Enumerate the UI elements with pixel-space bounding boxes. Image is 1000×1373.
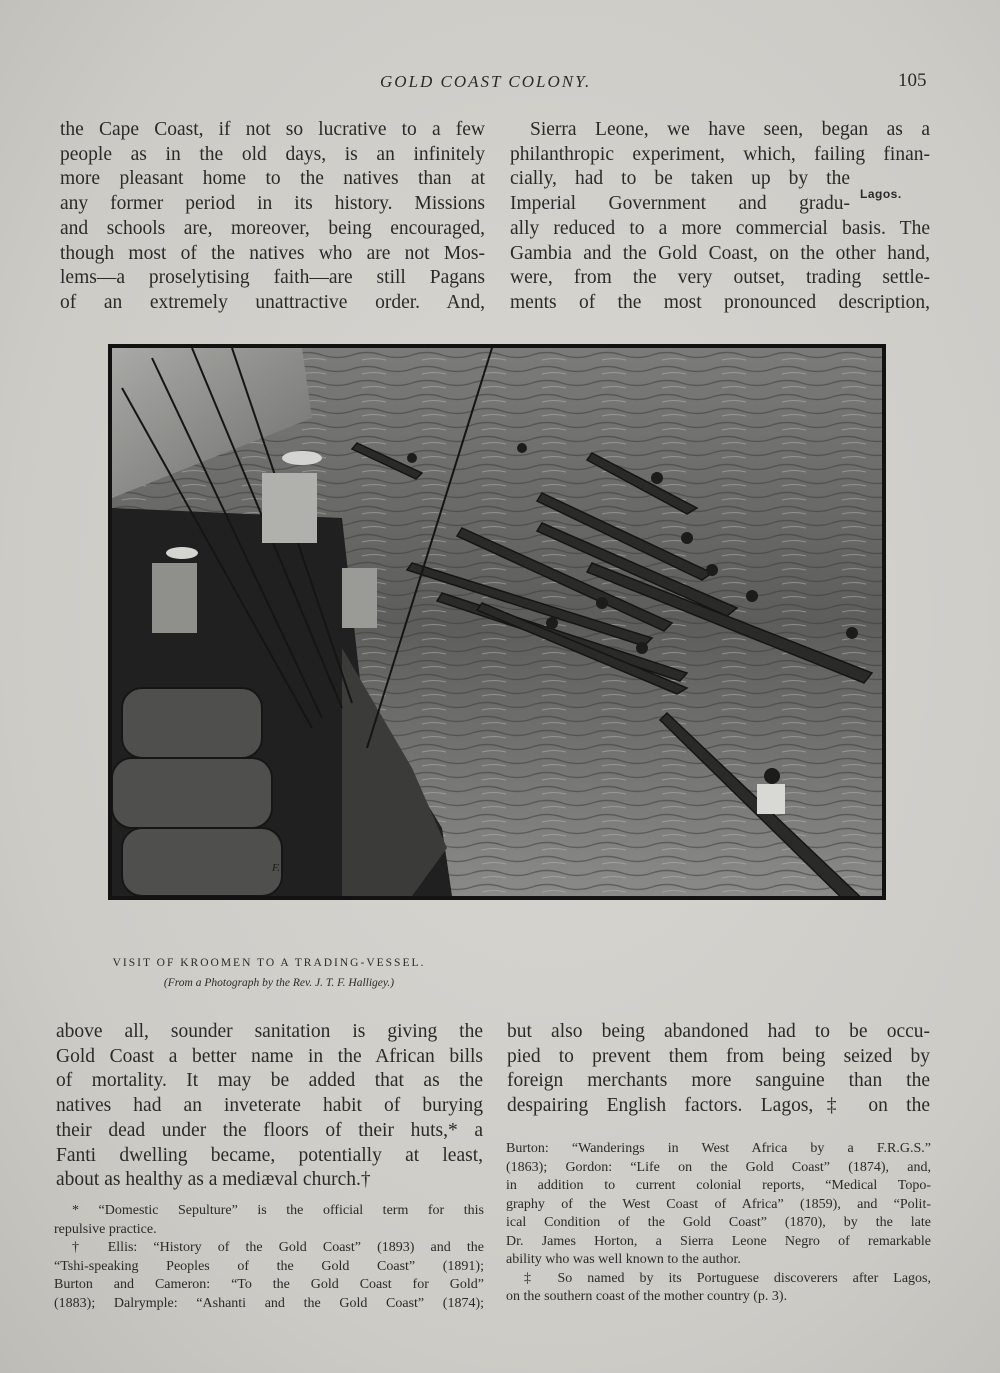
text-line: Gambia and the Gold Coast, on the other hand,: [510, 242, 930, 264]
footnote-line: ical Condition of the Gold Coast” (1870), by the late: [506, 1215, 931, 1230]
bottom-right-column: [507, 1020, 930, 1119]
footnote-line: * “Domestic Sepulture” is the official term for this: [72, 1203, 484, 1218]
illustration-kroomen-canoes: [108, 344, 886, 900]
text-line: any former period in its history. Missions: [60, 193, 485, 215]
text-line: of an extremely unattractive order. And,: [60, 291, 485, 313]
text-line: their dead under the floors of their huts,* a: [56, 1119, 483, 1141]
text-line: above all, sounder sanitation is giving the: [56, 1021, 483, 1042]
footnotes-right: [506, 1140, 931, 1307]
engraver-mark: F.: [272, 862, 281, 874]
footnote-line: Burton: “Wanderings in West Africa by a F.R.G.S.”: [506, 1141, 931, 1156]
text-line: though most of the natives who are not Mos-: [60, 242, 485, 264]
text-line: the Cape Coast, if not so lucrative to a few: [60, 119, 485, 140]
footnote-line: “Tshi-speaking Peoples of the Gold Coast” (1891);: [54, 1258, 484, 1274]
text-line: pied to prevent them from being seized by: [507, 1045, 930, 1067]
top-left-column: [60, 118, 485, 316]
footnote-line: Burton and Cameron: “To the Gold Coast for Gold”: [54, 1277, 484, 1292]
text-line: but also being abandoned had to be occu-: [507, 1021, 930, 1042]
footnotes-left: [54, 1202, 484, 1313]
text-line: philanthropic experiment, which, failing finan-: [510, 143, 930, 165]
text-line: were, from the very outset, trading settle-: [510, 267, 930, 289]
footnote-line: repulsive practice.: [54, 1221, 157, 1237]
text-line: ally reduced to a more commercial basis. The: [510, 217, 930, 239]
figure-caption-credit: (From a Photograph by the Rev. J. T. F. Halligey.): [163, 977, 395, 989]
footnote-line: ability who was well known to the author.: [506, 1252, 741, 1267]
text-line: people as in the old days, is an infinitely: [60, 143, 485, 165]
text-line: ments of the most pronounced description,: [510, 291, 930, 313]
footnote-line: (1863); Gordon: “Life on the Gold Coast” (1874), and,: [506, 1159, 931, 1175]
page-number: 105: [898, 70, 927, 91]
text-line: Gold Coast a better name in the African bills: [56, 1045, 483, 1067]
text-line: cially, had to be taken up by the: [510, 168, 850, 190]
figure-caption-title: VISIT OF KROOMEN TO A TRADING-VESSEL.: [112, 957, 426, 969]
footnote-line: (1883); Dalrymple: “Ashanti and the Gold Coast” (1874);: [54, 1295, 484, 1311]
running-title: GOLD COAST COLONY.: [380, 72, 592, 91]
text-line: Imperial Government and gradu-: [510, 193, 850, 215]
footnote-line: ‡ So named by its Portuguese discoverers after Lagos,: [524, 1270, 931, 1286]
text-line: lems—a proselytising faith—are still Pagans: [60, 267, 485, 289]
margin-sidenote: Lagos.: [860, 187, 902, 201]
footnote-line: Dr. James Horton, a Sierra Leone Negro of remarkable: [506, 1233, 931, 1249]
footnote-line: graphy of the West Coast of Africa” (1859), and “Polit-: [506, 1196, 931, 1212]
text-line: despairing English factors. Lagos,‡ on the: [507, 1095, 930, 1117]
text-line: foreign merchants more sanguine than the: [507, 1070, 930, 1092]
footnote-line: in addition to current colonial reports, “Medical Topo-: [506, 1178, 931, 1193]
engraving-image: [112, 348, 882, 896]
text-line: of mortality. It may be added that as the: [56, 1070, 483, 1092]
bottom-left-column: [56, 1020, 483, 1193]
text-line: Sierra Leone, we have seen, began as a: [530, 119, 930, 140]
text-line: more pleasant home to the natives than at: [60, 168, 485, 190]
text-line: about as healthy as a mediæval church.†: [56, 1169, 371, 1191]
text-line: natives had an inveterate habit of burying: [56, 1095, 483, 1117]
text-line: Fanti dwelling became, potentially at least,: [56, 1144, 483, 1166]
barrels: [112, 688, 282, 896]
footnote-line: † Ellis: “History of the Gold Coast” (1893) and the: [72, 1240, 484, 1255]
footnote-line: on the southern coast of the mother country (p. 3).: [506, 1289, 788, 1304]
top-right-column: [510, 118, 930, 316]
text-line: and schools are, moreover, being encouraged,: [60, 217, 485, 239]
